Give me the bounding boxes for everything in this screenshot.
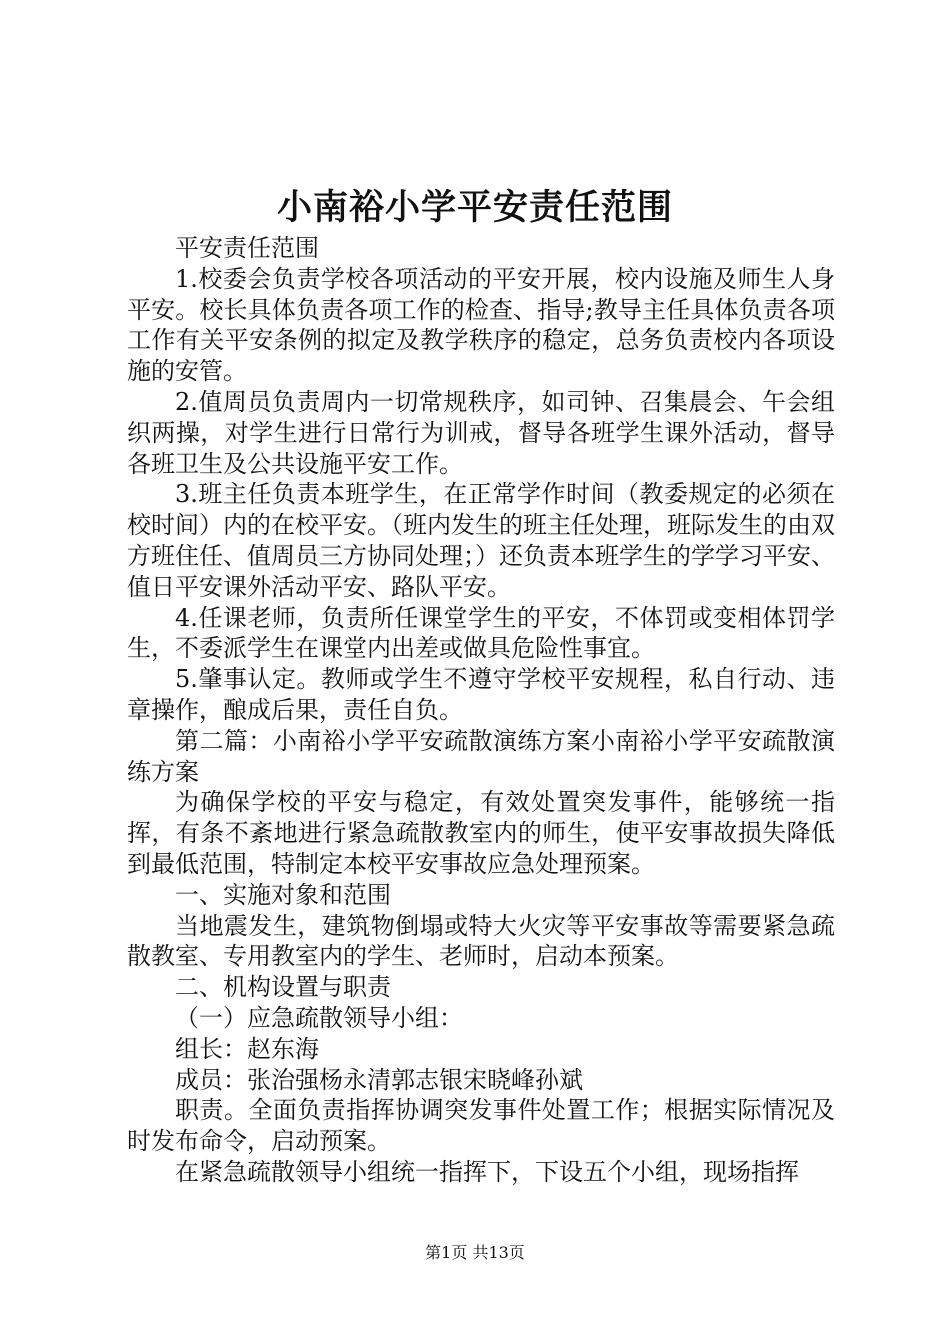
paragraph: 当地震发生，建筑物倒塌或特大火灾等平安事故等需要紧急疏散教室、专用教室内的学生、老师时，启动本预案。 bbox=[127, 911, 835, 971]
paragraph: 成员：张治强杨永清郭志银宋晓峰孙斌 bbox=[175, 1065, 583, 1094]
paragraph: 第二篇：小南裕小学平安疏散演练方案小南裕小学平安疏散演练方案 bbox=[127, 726, 835, 786]
paragraph: 1.校委会负责学校各项活动的平安开展，校内设施及师生人身平安。校长具体负责各项工作的检查、指导;教导主任具体负责各项工作有关平安条例的拟定及教学秩序的稳定，总务负责校内各项设施的安管。 bbox=[127, 264, 835, 386]
paragraph: 二、机构设置与职责 bbox=[175, 973, 391, 1002]
page-footer: 第1页 共13页 bbox=[425, 1243, 525, 1262]
paragraph: 3.班主任负责本班学生，在正常学作时间（教委规定的必须在校时间）内的在校平安。（班内发生的班主任处理，班际发生的由双方班住任、值周员三方协同处理；）还负责本班学生的学学习平安、值日平安课外活动平安、路队平安。 bbox=[127, 480, 835, 601]
document-title: 小南裕小学平安责任范围 bbox=[276, 187, 673, 228]
paragraph: 为确保学校的平安与稳定，有效处置突发事件，能够统一指挥，有条不紊地进行紧急疏散教室内的师生，使平安事故损失降低到最低范围，特制定本校平安事故应急处理预案。 bbox=[127, 788, 835, 878]
paragraph: 平安责任范围 bbox=[175, 234, 319, 262]
paragraph: 职责。全面负责指挥协调突发事件处置工作；根据实际情况及时发布命令，启动预案。 bbox=[127, 1096, 835, 1156]
paragraph: 在紧急疏散领导小组统一指挥下，下设五个小组，现场指挥 bbox=[175, 1157, 799, 1186]
paragraph: 5.肇事认定。教师或学生不遵守学校平安规程，私自行动、违章操作，酿成后果，责任自负。 bbox=[127, 665, 835, 724]
paragraph: 4.任课老师，负责所任课堂学生的平安，不体罚或变相体罚学生，不委派学生在课堂内出差或做具危险性事宜。 bbox=[127, 603, 835, 663]
paragraph: （一）应急疏散领导小组： bbox=[175, 1003, 463, 1032]
document-body bbox=[127, 233, 835, 1188]
paragraph: 一、实施对象和范围 bbox=[175, 880, 391, 909]
paragraph: 组长：赵东海 bbox=[175, 1034, 319, 1063]
paragraph: 2.值周员负责周内一切常规秩序，如司钟、召集晨会、午会组织两操，对学生进行日常行为训戒，督导各班学生课外活动，督导各班卫生及公共设施平安工作。 bbox=[127, 387, 835, 478]
